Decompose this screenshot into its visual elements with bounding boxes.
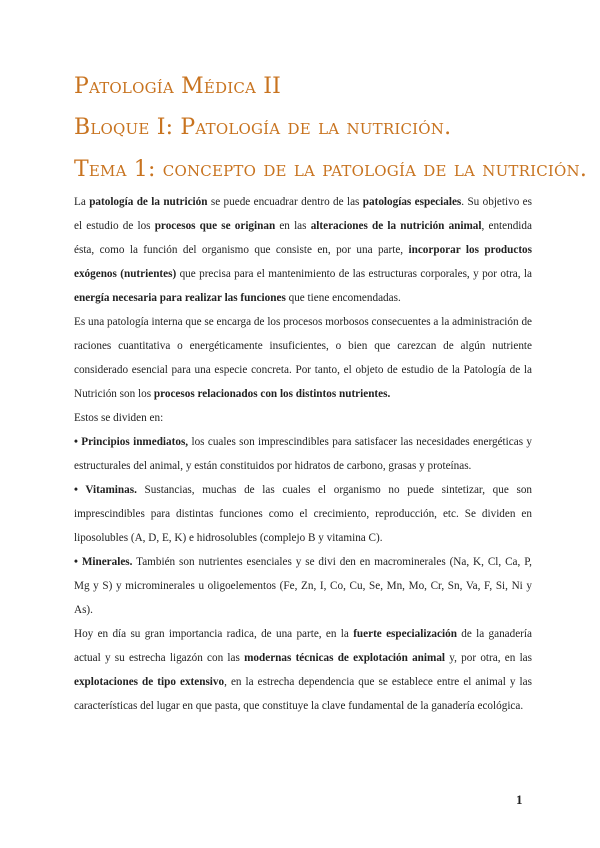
page-number: 1 bbox=[516, 792, 523, 807]
paragraph-definition: Es una patología interna que se encarga de los procesos morbosos consecuentes a la administración de raciones cuantitativa o energéticamente insuficientes, o bien que carezcan de algún nutriente considerado esencial para una especie concreta. Por tanto, el objeto de estudio de la Patología de la Nutrición son los procesos relacionados con los distintos nutrientes. bbox=[74, 316, 532, 400]
block-title: Bloque I: Patología de la nutrición. bbox=[74, 115, 452, 140]
paragraph-intro: La patología de la nutrición se puede encuadrar dentro de las patologías especiales. Su objetivo es el estudio de los procesos que se originan en las alteraciones de la nutrición animal, entendida ésta, como la función del organismo que consiste en, por una parte, incorporar los productos exógenos (nutrientes) que precisa para el mantenimiento de las estructuras corporales, y por otra, la energía necesaria para realizar las funciones que tiene encomendadas. bbox=[74, 196, 533, 304]
list-item-vitaminas: • Vitaminas. Sustancias, muchas de las cuales el organismo no puede sintetizar, que son imprescindibles para distintas funciones como el crecimiento, reproducción, etc. Se dividen en liposolubles (A, D, E, K) e hidrosolubles (complejo B y vitamina C). bbox=[74, 484, 533, 544]
paragraph-division: Estos se dividen en: bbox=[74, 412, 164, 424]
document-body bbox=[74, 190, 532, 718]
list-item-principios: • Principios inmediatos, los cuales son imprescindibles para satisfacer las necesidades energéticas y estructurales del animal, y están constituidos por hidratos de carbono, grasas y proteínas. bbox=[74, 436, 532, 472]
paragraph-importance: Hoy en día su gran importancia radica, de una parte, en la fuerte especialización de la ganadería actual y su estrecha ligazón con las modernas técnicas de explotación animal y, por otra, en las explotaciones de tipo extensivo, en la estrecha dependencia que se establece entre el animal y las características del lugar en que pasta, que constituye la clave fundamental de la ganadería ecológica. bbox=[74, 628, 532, 712]
course-title: Patología Médica II bbox=[74, 74, 282, 99]
topic-title: Tema 1: concepto de la patología de la nutrición. bbox=[74, 157, 588, 182]
list-item-minerales: • Minerales. También son nutrientes esenciales y se divi den en macrominerales (Na, K, Cl, Ca, P, Mg y S) y microminerales u oligoelementos (Fe, Zn, I, Co, Cu, Se, Mn, Mo, Cr, Sn, Va, F, Si, Ni y As). bbox=[74, 556, 532, 616]
